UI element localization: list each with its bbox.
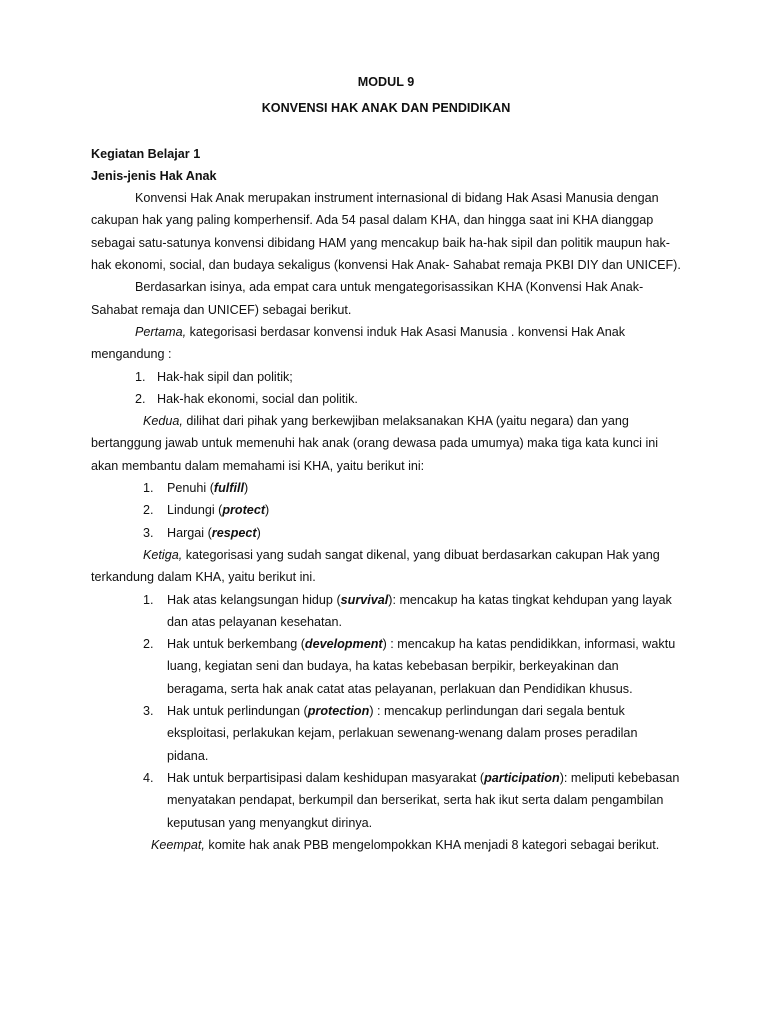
list-item: 4. Hak untuk berpartisipasi dalam keshidupan masyarakat (participation): meliputi kebebasan menyatakan pendapat, berkumpil dan berserikat, serta hak ikut serta dalam pengambilan keputusan yang menyangkut dirinya. [143,770,680,830]
kedua-paragraph [91,410,681,477]
list-item: 1. Penuhi (fulfill) [143,481,249,496]
pertama-paragraph [91,321,681,366]
list-item: 3. Hak untuk perlindungan (protection) : mencakup perlindungan dari segala bentuk eksploitasi, perlakukan kejam, perlakuan sewenang-wenang dalam proses peradilan pidana. [143,704,638,763]
kedua-list [91,477,681,544]
categorization-paragraph: Berdasarkan isinya, ada empat cara untuk mengategorisassikan KHA (Konvensi Hak Anak- Sahabat remaja dan UNICEF) sebagai berikut. [91,280,644,317]
list-item: 1. Hak-hak sipil dan politik; [135,369,293,384]
list-item: 2. Lindungi (protect) [143,503,270,518]
list-item: 1. Hak atas kelangsungan hidup (survival): mencakup ha katas tingkat kehdupan yang layak dan atas pelayanan kesehatan. [143,592,672,629]
ketiga-text: kategorisasi yang sudah sangat dikenal, yang dibuat berdasarkan cakupan Hak yang terkandung dalam KHA, yaitu berikut ini. [91,547,660,585]
ketiga-lead: Ketiga, [143,547,183,562]
pertama-lead: Pertama, [135,324,187,339]
module-number: MODUL 9 [357,75,415,89]
list-item: 2. Hak-hak ekonomi, social dan politik. [135,391,358,406]
keempat-lead: Keempat, [151,837,205,852]
section-heading: Jenis-jenis Hak Anak [91,168,217,183]
intro-paragraph: Konvensi Hak Anak merupakan instrument internasional di bidang Hak Asasi Manusia dengan cakupan hak yang paling komperhensif. Ada 54 pasal dalam KHA, dan hingga saat ini KHA dianggap sebagai satu-satunya konvensi dibidang HAM yang mencakup baik ha-hak sipil dan politik maupun hak-hak ekonomi, social, dan budaya sekaligus (konvensi Hak Anak- Sahabat remaja PKBI DIY dan UNICEF). [91,191,681,273]
kedua-text: dilihat dari pihak yang berkewjiban melaksanakan KHA (yaitu negara) dan yang bertanggung jawab untuk memenuhi hak anak (orang dewasa pada umumya) maka tiga kata kunci ini akan membantu dalam memahami isi KHA, yaitu berikut ini: [91,414,659,473]
module-title: KONVENSI HAK ANAK DAN PENDIDIKAN [261,101,511,116]
keempat-text: komite hak anak PBB mengelompokkan KHA menjadi 8 kategori sebagai berikut. [204,837,660,852]
ketiga-list [91,589,681,834]
document-content [91,71,681,856]
list-item: 3. Hargai (respect) [143,525,261,540]
list-item: 2. Hak untuk berkembang (development) : mencakup ha katas pendidikkan, informasi, waktu luang, kegiatan seni dan budaya, ha katas kebebasan berpikir, berkeyakinan dan beragama, serta hak anak catat atas pelayanan, perlakuan dan Pendidikan khusus. [143,637,676,696]
activity-heading: Kegiatan Belajar 1 [91,146,201,161]
ketiga-paragraph [91,544,681,589]
pertama-text: kategorisasi berdasar konvensi induk Hak Asasi Manusia . konvensi Hak Anak mengandung : [91,324,626,362]
pertama-list [91,366,681,411]
keempat-paragraph [91,834,681,856]
kedua-lead: Kedua, [143,414,183,429]
